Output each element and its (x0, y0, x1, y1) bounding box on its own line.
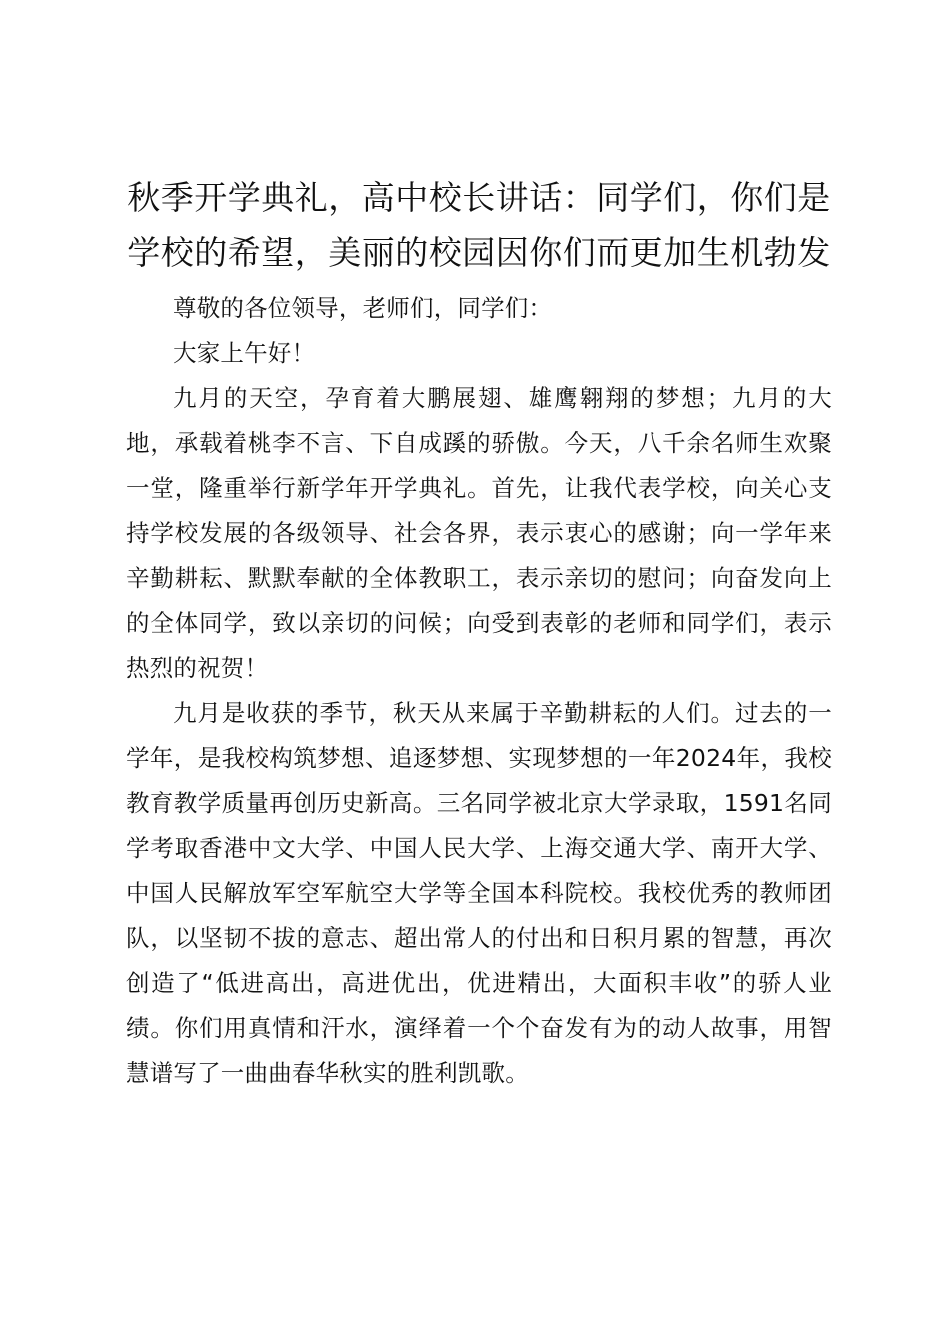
paragraph-2: 九月是收获的季节，秋天从来属于辛勤耕耘的人们。过去的一学年，是我校构筑梦想、追逐梦想、实现梦想的一年2024年，我校教育教学质量再创历史新高。三名同学被北京大学录取，1591名同学考取香港中文大学、中国人民大学、上海交通大学、南开大学、中国人民解放军空军航空大学等全国本科院校。我校优秀的教师团队，以坚韧不拔的意志、超出常人的付出和日积月累的智慧，再次创造了“低进高出，高进优出，优进精出，大面积丰收”的骄人业绩。你们用真情和汗水，演绎着一个个奋发有为的动人故事，用智慧谱写了一曲曲春华秋实的胜利凯歌。 (126, 699, 832, 1087)
document-page (126, 170, 832, 1096)
document-title: 秋季开学典礼，高中校长讲话：同学们，你们是学校的希望，美丽的校园因你们而更加生机勃发 (127, 178, 831, 272)
greeting: 大家上午好！ (173, 339, 316, 367)
paragraph-1: 九月的天空，孕育着大鹏展翅、雄鹰翱翔的梦想；九月的大地，承载着桃李不言、下自成蹊的骄傲。今天，八千余名师生欢聚一堂，隆重举行新学年开学典礼。首先，让我代表学校，向关心支持学校发展的各级领导、社会各界，表示衷心的感谢；向一学年来辛勤耕耘、默默奉献的全体教职工，表示亲切的慰问；向奋发向上的全体同学，致以亲切的问候；向受到表彰的老师和同学们，表示热烈的祝贺！ (126, 384, 832, 682)
salutation: 尊敬的各位领导，老师们，同学们： (173, 294, 553, 322)
